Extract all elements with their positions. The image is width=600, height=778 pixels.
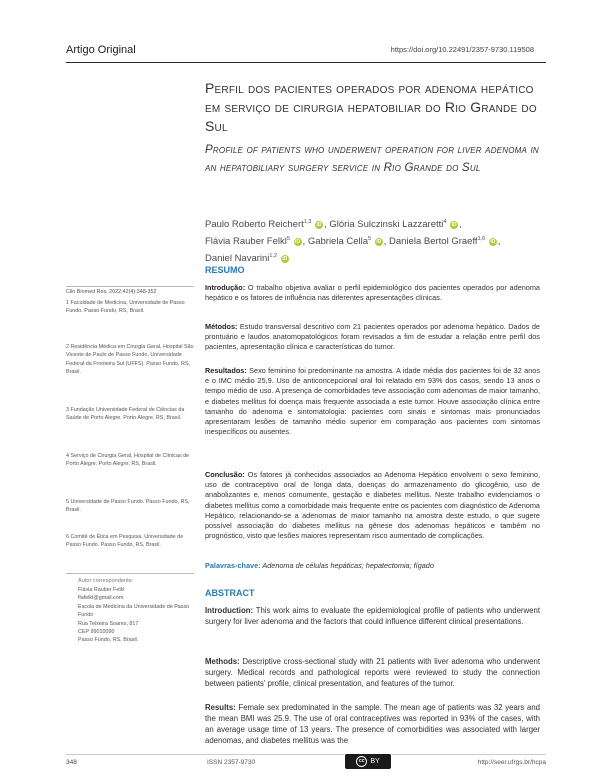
abstract-introduction: Introduction: This work aims to evaluate the epidemiological profile of patients who underwent surgery for liver adenoma and the factors that could influence different clinical presentations.	[205, 606, 540, 626]
sidebar-rule	[66, 573, 194, 574]
affiliation: 5 Universidade de Passo Fundo. Passo Fundo, RS, Brasil.	[66, 499, 190, 514]
page-number: 348	[66, 759, 77, 766]
affiliation: 4 Serviço de Cirurgia Geral, Hospital de Clínicas de Porto Alegre. Porto Alegre, RS, Brasil.	[66, 453, 190, 468]
affiliation: 3 Fundação Universidade Federal de Ciências da Saúde de Porto Alegre. Porto Alegre, RS, Brasil.	[66, 407, 185, 422]
orcid-icon[interactable]: iD	[282, 255, 288, 262]
orcid-icon[interactable]: iD	[376, 238, 382, 245]
journal-url[interactable]: http://seer.ufrgs.br/hcpa	[477, 759, 546, 766]
header-rule	[66, 62, 546, 63]
orcid-icon[interactable]: iD	[295, 238, 301, 245]
issn: ISSN 2357-9730	[207, 759, 256, 766]
resumo-introduction: Introdução: O trabalho objetiva avaliar o perfil epidemiológico dos pacientes operados por adenoma hepático e os fatores de influência nas diferentes apresentações clínicas.	[205, 283, 540, 303]
title-english: Profile of patients who underwent operation for liver adenoma in an hepatobiliary surgery service in Rio Grande do Sul	[205, 143, 539, 174]
resumo-methods: Métodos: Estudo transversal descritivo com 21 pacientes operados por adenoma hepático. Dados de prontuário e laudos anatomopatológicos foram revisados a fim de estudar a relação entre perfil dos pacientes, apresentação clínica e características do tumor.	[205, 322, 540, 352]
title-portuguese: Perfil dos pacientes operados por adenoma hepático em serviço de cirurgia hepatobiliar do Rio Grande do Sul	[205, 80, 537, 134]
resumo-conclusion: Conclusão: Os fatores já conhecidos associados ao Adenoma Hepático envolvem o sexo feminino, uso de contraceptivo oral de longa data, doenças do armazenamento do glicogênio, uso de anabolizantes e, menos comumente, gestação e diabetes mellitus. Neste trabalho evidenciamos o diabetes mellitus como a comorbidade mais frequente entre os pacientes com diagnóstico de Adenoma Hepático, relacionando-se a adenomas de maior tamanho na amostra deste estudo, o que sugere possível associação do diabetes mellitus na gênese dos adenomas hepáticos e também no prognóstico, visto que lesões maiores representam risco aumentado de complicações.	[205, 470, 540, 541]
author-name: Flávia Rauber Felkl	[205, 236, 287, 248]
keywords: Palavras-chave: Adenoma de células hepáticas; hepatectomia; fígado	[205, 561, 434, 570]
abstract-methods: Methods: Descriptive cross-sectional study with 21 patients with liver adenoma who underwent surgery. Medical records and pathological reports were reviewed to study the connection between patients' profile, clinical presentation, and features of the tumor.	[205, 657, 540, 688]
resumo-heading: RESUMO	[205, 265, 245, 275]
author-list: Paulo Roberto Reichert$^{1,3}$ iD , Glória Sulczinski Lazzaretti$^4$ iD , Flávia Rauber Felkl$^5$ iD , Gabriela Cella$^5$ iD , Daniela Bertol Graeff$^{1,6}$ iD , Daniel Navarini$^{1,2}$ iD	[205, 219, 501, 265]
corresponding-author: Flávia Rauber Felkl flafelkl@gmail.com Escola de Medicina da Universidade de Passo Fundo Rua Teixeira Soares, 817 CEP 99010090 Passo Fundo, RS, Brasil.	[78, 586, 198, 645]
abstract-results: Results: Female sex predominated in the sample. The mean age of patients was 32 years and the mean BMI was 25.9. The use of oral contraceptives was reported in 93% of the cases, with an average usage time of 13 years. The presence of comorbidities was associated with larger adenomas, and diabetes mellitus was the	[205, 703, 540, 745]
corresponding-author-label: Autor correspondente:	[78, 578, 134, 584]
resumo-results: Resultados: Sexo feminino foi predominante na amostra. A idade média dos pacientes foi de 32 anos e o IMC médio 25,9. Uso de anticoncepcional oral foi relatado em 93% dos casos, sendo 13 anos o tempo médio de uso. A presença de comorbidades teve associação com adenomas de maior tamanho, e diabetes mellitus foi doença mais frequente associada a este tumor. Houve associação clínica entre tamanho do adenoma e sintomatologia: pacientes com sinais e sintomas mais pronunciados apresentaram lesões de tamanho médio superior em comparação aos pacientes com sintomas inespecíficos ou ausentes.	[205, 366, 540, 437]
cc-license-badge[interactable]: cc BY	[345, 754, 391, 769]
author-name: Paulo Roberto Reichert	[205, 219, 304, 231]
affiliation: 6 Comitê de Ética em Pesquisa, Universidade de Passo Fundo. Passo Fundo, RS, Brasil.	[66, 534, 184, 549]
orcid-icon[interactable]: iD	[316, 221, 322, 228]
citation: Clin Biomed Res. 2022;42(4):348-352	[66, 289, 157, 295]
affiliation: 2 Residência Médica em Cirurgia Geral, Hospital São Vicente de Paulo de Passo Fundo, Universidade Federal da Fronteira Sul (UFFS). Passo Fundo, RS, Brasil.	[66, 344, 194, 376]
author-name: Daniela Bertol Graeff	[389, 236, 478, 248]
doi-link[interactable]: https://doi.org/10.22491/2357-9730.119508	[390, 45, 534, 54]
abstract-heading: ABSTRACT	[205, 588, 255, 598]
author-name: Daniel Navarini	[205, 253, 270, 265]
orcid-icon[interactable]: iD	[490, 238, 496, 245]
author-name: Glória Sulczinski Lazzaretti	[329, 219, 444, 231]
affiliation: 1 Faculdade de Medicina, Universidade de Passo Fundo. Passo Fundo, RS, Brasil.	[66, 300, 185, 315]
author-email[interactable]: flafelkl@gmail.com	[78, 595, 124, 602]
sidebar-rule	[66, 286, 194, 287]
creative-commons-icon: cc	[356, 756, 367, 767]
section-label: Artigo Original	[66, 44, 136, 56]
author-name: Gabriela Cella	[307, 236, 369, 248]
footer-rule	[66, 754, 546, 755]
orcid-icon[interactable]: iD	[451, 221, 457, 228]
